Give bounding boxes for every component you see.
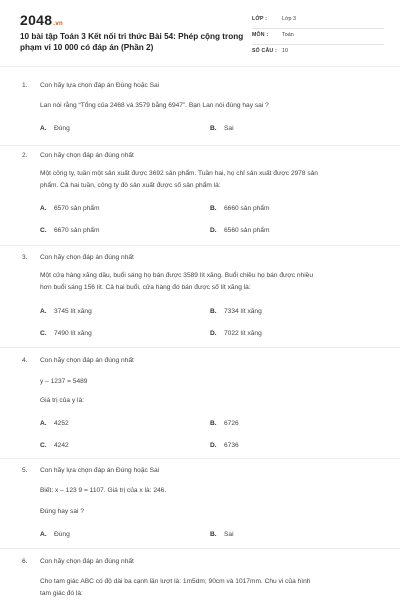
option-letter: D. [210, 442, 217, 449]
option-letter: D. [210, 227, 217, 234]
option-c[interactable] [40, 442, 69, 449]
site-logo[interactable] [20, 12, 63, 28]
option-b[interactable] [210, 531, 234, 538]
question-divider [0, 245, 400, 246]
question-body-line: Giá trị của y là: [40, 397, 84, 404]
option-text: 7334 lít xăng [224, 308, 262, 315]
option-d[interactable] [210, 227, 269, 234]
option-text: 6736 [224, 442, 239, 449]
option-letter: A. [40, 308, 47, 315]
option-b[interactable] [210, 308, 262, 315]
option-letter: A. [40, 125, 47, 132]
option-letter: B. [210, 531, 217, 538]
option-b[interactable] [210, 420, 239, 427]
option-letter: A. [40, 420, 47, 427]
question-body [40, 506, 370, 518]
option-text: Đúng [54, 125, 70, 132]
option-text: 6726 [224, 420, 239, 427]
question-body-line: hơn buổi sáng 156 lít. Cả hai buổi, cửa hàng đó bán được số lít xăng là: [40, 284, 251, 291]
question-body [40, 576, 370, 600]
option-letter: A. [40, 531, 47, 538]
header-divider [0, 66, 400, 67]
option-d[interactable] [210, 330, 262, 337]
question-body [40, 168, 370, 192]
question-number: 5. [22, 467, 28, 474]
question-body-line: phẩm. Cả hai tuần, công ty đó sản xuất được số sản phẩm là: [40, 182, 221, 189]
page-header [0, 0, 400, 62]
option-text: 4242 [54, 442, 69, 449]
question-body [40, 100, 370, 112]
option-d[interactable] [210, 442, 239, 449]
question-body-line: Một công ty, tuần một sản xuất được 3692 sản phẩm. Tuần hai, họ chỉ sản xuất được 2978 sản [40, 170, 318, 177]
option-a[interactable] [40, 531, 70, 538]
question-body-line: Lan nói rằng “Tổng của 2468 và 3579 bằng 6947”. Bạn Lan nói đúng hay sai ? [40, 102, 269, 109]
question-number: 2. [22, 152, 28, 159]
option-text: Đúng [54, 531, 70, 538]
meta-panel [252, 13, 384, 61]
question-body [40, 270, 370, 294]
question-body [40, 376, 370, 388]
question-body [40, 485, 370, 497]
meta-label: LỚP : [252, 16, 268, 22]
question-divider [0, 347, 400, 348]
question-number: 3. [22, 254, 28, 261]
option-b[interactable] [210, 125, 234, 132]
option-letter: B. [210, 308, 217, 315]
option-text: 6560 sản phẩm [224, 227, 270, 234]
option-text: 6670 sản phẩm [54, 227, 100, 234]
question-body-line: Đúng hay sai ? [40, 508, 84, 515]
question-divider [0, 145, 400, 146]
question-body-line: y – 1237 = 5489 [40, 378, 88, 385]
question-number: 1. [22, 82, 28, 89]
question-body-line: Một cửa hàng xăng dầu, buổi sáng họ bán được 3589 lít xăng. Buổi chiều họ bán được nhiều [40, 272, 314, 279]
option-text: 6570 sản phẩm [54, 205, 100, 212]
question-body-line: tam giác đó là: [40, 590, 83, 597]
option-c[interactable] [40, 227, 99, 234]
option-letter: C. [40, 330, 47, 337]
question-prompt: Con hãy chọn đáp án đúng nhất [40, 357, 134, 364]
question-body [40, 395, 370, 407]
question-body-line: Biết: x – 123 9 = 1107. Giá trị của x là: 246. [40, 487, 167, 494]
logo-suffix: .vn [53, 21, 63, 27]
option-letter: D. [210, 330, 217, 337]
question-divider [0, 548, 400, 549]
question-number: 4. [22, 357, 28, 364]
option-text: 6660 sản phẩm [224, 205, 270, 212]
option-text: 7490 lít xăng [54, 330, 92, 337]
meta-value: Toán [282, 32, 294, 38]
meta-label: MÔN : [252, 32, 269, 38]
option-text: 3745 lít xăng [54, 308, 92, 315]
question-prompt: Con hãy chọn đáp án đúng nhất [40, 152, 134, 159]
option-a[interactable] [40, 308, 92, 315]
option-a[interactable] [40, 420, 69, 427]
option-letter: B. [210, 205, 217, 212]
option-letter: C. [40, 442, 47, 449]
question-prompt: Con hãy lựa chọn đáp án Đúng hoặc Sai [40, 82, 160, 89]
option-text: 4252 [54, 420, 69, 427]
option-letter: B. [210, 125, 217, 132]
meta-value: Lớp 3 [282, 16, 297, 22]
option-letter: B. [210, 420, 217, 427]
option-letter: C. [40, 227, 47, 234]
meta-row-count [252, 45, 384, 61]
meta-label: SỐ CÂU : [252, 48, 277, 54]
logo-text: 2048 [20, 12, 53, 28]
question-prompt: Con hãy chọn đáp án đúng nhất [40, 254, 134, 261]
option-letter: A. [40, 205, 47, 212]
option-text: Sai [224, 531, 234, 538]
page-title: 10 bài tập Toán 3 Kết nối tri thức Bài 54: Phép cộng trong phạm vi 10 000 có đáp án (Phần 2) [20, 32, 244, 52]
option-text: 7022 lít xăng [224, 330, 262, 337]
option-b[interactable] [210, 205, 269, 212]
meta-row-class [252, 13, 384, 29]
question-body-line: Cho tam giác ABC có độ dài ba cạnh lần lượt là: 1m5dm; 90cm và 1017mm. Chu vi của hình [40, 578, 311, 585]
option-c[interactable] [40, 330, 92, 337]
option-a[interactable] [40, 125, 70, 132]
question-prompt: Con hãy lựa chọn đáp án Đúng hoặc Sai [40, 467, 160, 474]
question-prompt: Con hãy chọn đáp án đúng nhất [40, 558, 134, 565]
option-text: Sai [224, 125, 234, 132]
meta-row-subject [252, 29, 384, 45]
question-number: 6. [22, 558, 28, 565]
option-a[interactable] [40, 205, 99, 212]
meta-value: 10 [282, 48, 288, 54]
question-divider [0, 458, 400, 459]
